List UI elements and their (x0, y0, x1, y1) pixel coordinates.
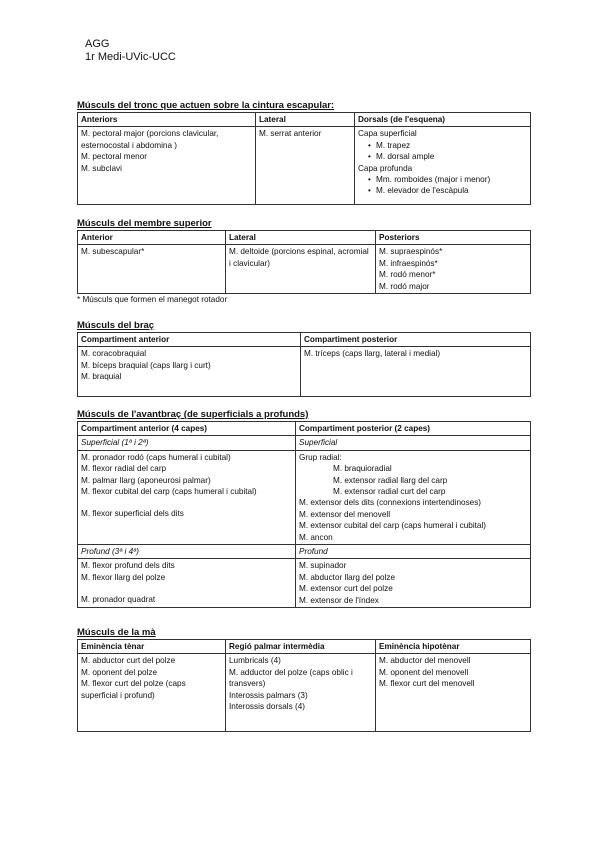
list-item: M. deltoide (porcions espinal, acromial i clavicular) (229, 247, 369, 268)
section-title-ma: Músculs de la mà (77, 627, 156, 638)
table-membre-superior (77, 230, 531, 294)
col-header: Dorsals (de l'esquena) (355, 113, 531, 127)
list-item: M. palmar llarg (aponeurosi palmar) (81, 475, 211, 485)
list-item: M. abductor curt del polze (81, 656, 176, 666)
list-item: M. flexor curt del polze (caps superficial i profund) (81, 679, 186, 700)
table-ma (77, 639, 531, 732)
cell-anterior-superficial (78, 450, 296, 544)
section-title-tronc: Músculs del tronc que actuen sobre la cintura escapular: (77, 100, 335, 111)
list-item: M. braquial (81, 372, 122, 382)
cell-posterior-superficial (296, 450, 531, 544)
col-header: Compartiment anterior (78, 333, 301, 347)
list-item: M. infraespinós* (379, 258, 438, 268)
list-item: M. pronador quadrat (81, 595, 156, 605)
list-item: • Mm. romboides (major i menor) (358, 174, 527, 185)
section-title-avantbrac: Músculs de l'avantbraç (de superficials a profunds) (77, 409, 309, 420)
author-initials: AGG (85, 38, 110, 50)
list-item: M. adductor del polze (caps oblic i transvers) (229, 667, 353, 689)
list-item: M. tríceps (caps llarg, lateral i medial) (304, 349, 441, 359)
list-item: M. extensor de l'índex (299, 595, 379, 605)
cell-intermedia (226, 654, 376, 732)
list-item: M. flexor cubital del carp (caps humeral i cubital) (81, 487, 257, 497)
list-item: M. flexor curt del menovell (379, 679, 475, 689)
col-header: Posteriors (376, 231, 531, 245)
section-title-brac: Músculs del braç (77, 320, 155, 331)
list-item: M. pronador rodó (caps humeral i cubital) (81, 452, 231, 462)
list-item: M. flexor llarg del polze (81, 572, 166, 582)
footnote: * Músculs que formen el manegot rotador (77, 295, 228, 304)
list-item: M. supinador (299, 561, 347, 571)
list-item: M. extensor dels dits (connexions intertendinoses) (299, 498, 482, 508)
list-item: M. pectoral menor (81, 152, 147, 162)
list-item: M. supraespinós* (379, 247, 443, 257)
list-item: M. abductor llarg del polze (299, 572, 396, 582)
layer-label: Profund (296, 545, 531, 559)
col-header: Compartiment posterior (301, 333, 531, 347)
list-item: M. oponent del polze (81, 667, 158, 677)
col-header: Compartiment anterior (4 capes) (78, 422, 296, 436)
col-header: Lateral (226, 231, 376, 245)
list-item: M. ancon (299, 532, 333, 542)
cell-lateral (256, 127, 355, 205)
list-item: M. extensor del menovell (299, 509, 391, 519)
col-header: Eminència tènar (78, 640, 226, 654)
sub-heading: Capa profunda (358, 163, 413, 173)
list-item: • M. dorsal ample (358, 151, 527, 162)
layer-label: Profund (3ª i 4ª) (78, 545, 296, 559)
cell-posterior-profund (296, 559, 531, 608)
col-header: Anterior (78, 231, 226, 245)
cell-tenar (78, 654, 226, 732)
list-item: M. rodó menor* (379, 270, 436, 280)
list-item: M. abductor del menovell (379, 656, 471, 666)
list-item: M. flexor superficial dels dits (81, 509, 184, 519)
list-item: Interossis dorsals (4) (229, 702, 305, 712)
col-header: Eminència hipotènar (376, 640, 531, 654)
col-header: Anteriors (78, 113, 256, 127)
list-item: M. bíceps braquial (caps llarg i curt) (81, 360, 211, 370)
layer-label: Superficial (296, 436, 531, 450)
list-item: M. extensor curt del polze (299, 584, 393, 594)
list-item: M. pectoral major (porcions clavicular, esternocostal i abdomina ) (81, 129, 219, 150)
list-item: M. flexor profund dels dits (81, 561, 175, 571)
cell-posteriors (376, 245, 531, 294)
table-tronc (77, 112, 531, 205)
list-item: M. oponent del menovell (379, 667, 469, 677)
cell-anterior (78, 347, 301, 397)
list-item: M. coracobraquial (81, 349, 147, 359)
cell-anterior-profund (78, 559, 296, 608)
cell-dorsals (355, 127, 531, 205)
cell-posterior (301, 347, 531, 397)
table-brac (77, 332, 531, 397)
list-item: M. extensor radial llarg del carp (333, 475, 448, 485)
table-avantbrac (77, 421, 531, 608)
list-item: M. braquioradial (333, 464, 392, 474)
section-title-membre-superior: Músculs del membre superior (77, 218, 212, 229)
author-header (85, 38, 176, 64)
cell-anteriors (78, 127, 256, 205)
list-item: M. rodó major (379, 281, 430, 291)
col-header: Lateral (256, 113, 355, 127)
list-item: M. serrat anterior (259, 129, 322, 139)
list-item: M. extensor cubital del carp (caps humeral i cubital) (299, 521, 487, 531)
list-item: M. subclavi (81, 163, 122, 173)
layer-label: Superficial (1ª i 2ª) (78, 436, 296, 450)
col-header: Regió palmar intermèdia (226, 640, 376, 654)
list-item: Interossis palmars (3) (229, 690, 308, 700)
course-label: 1r Medi-UVic-UCC (85, 51, 176, 63)
sub-heading: Grup radial: (299, 452, 342, 462)
list-item: M. extensor radial curt del carp (333, 487, 446, 497)
col-header: Compartiment posterior (2 capes) (296, 422, 531, 436)
list-item: M. subescapular* (81, 247, 145, 257)
cell-anterior (78, 245, 226, 294)
list-item: Lumbricals (4) (229, 656, 281, 666)
sub-heading: Capa superficial (358, 129, 417, 139)
list-item: M. flexor radial del carp (81, 464, 167, 474)
list-item: • M. trapez (358, 140, 527, 151)
cell-hipotenar (376, 654, 531, 732)
list-item: • M. elevador de l'escàpula (358, 185, 527, 196)
cell-lateral (226, 245, 376, 294)
